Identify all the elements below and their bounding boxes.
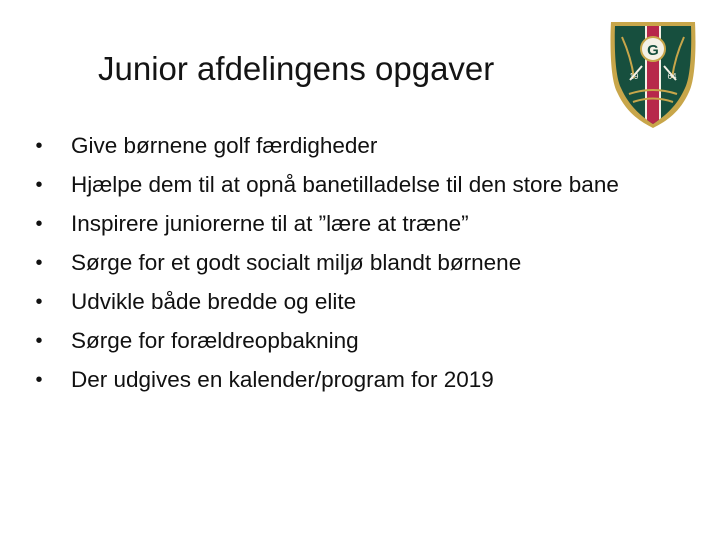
bullet-item-7 [32, 364, 692, 396]
bullet-marker: • [35, 369, 43, 391]
bullet-text: Sørge for et godt socialt miljø blandt børnene [71, 250, 522, 275]
club-logo [607, 20, 699, 130]
bullet-text: Udvikle både bredde og elite [71, 289, 357, 314]
logo-monogram: G [647, 42, 659, 59]
bullet-text: Sørge for forældreopbakning [71, 328, 359, 353]
bullet-list [32, 130, 692, 403]
bullet-marker: • [35, 174, 43, 196]
logo-left-number: 19 [629, 72, 639, 81]
logo-right-number: 64 [667, 72, 677, 81]
bullet-item-1 [32, 130, 692, 162]
slide-title: Junior afdelingens opgaver [98, 50, 495, 87]
bullet-item-3 [32, 208, 692, 240]
bullet-text: Inspirere juniorerne til at ”lære at træne” [71, 211, 469, 236]
bullet-text: Der udgives en kalender/program for 2019 [71, 367, 494, 392]
bullet-marker: • [35, 252, 43, 274]
bullet-item-2 [32, 169, 692, 201]
bullet-text: Hjælpe dem til at opnå banetilladelse til den store bane [71, 172, 619, 197]
bullet-marker: • [35, 291, 43, 313]
bullet-item-5 [32, 286, 692, 318]
bullet-marker: • [35, 330, 43, 352]
bullet-item-6 [32, 325, 692, 357]
bullet-item-4 [32, 247, 692, 279]
bullet-marker: • [35, 135, 43, 157]
bullet-marker: • [35, 213, 43, 235]
bullet-text: Give børnene golf færdigheder [71, 133, 378, 158]
